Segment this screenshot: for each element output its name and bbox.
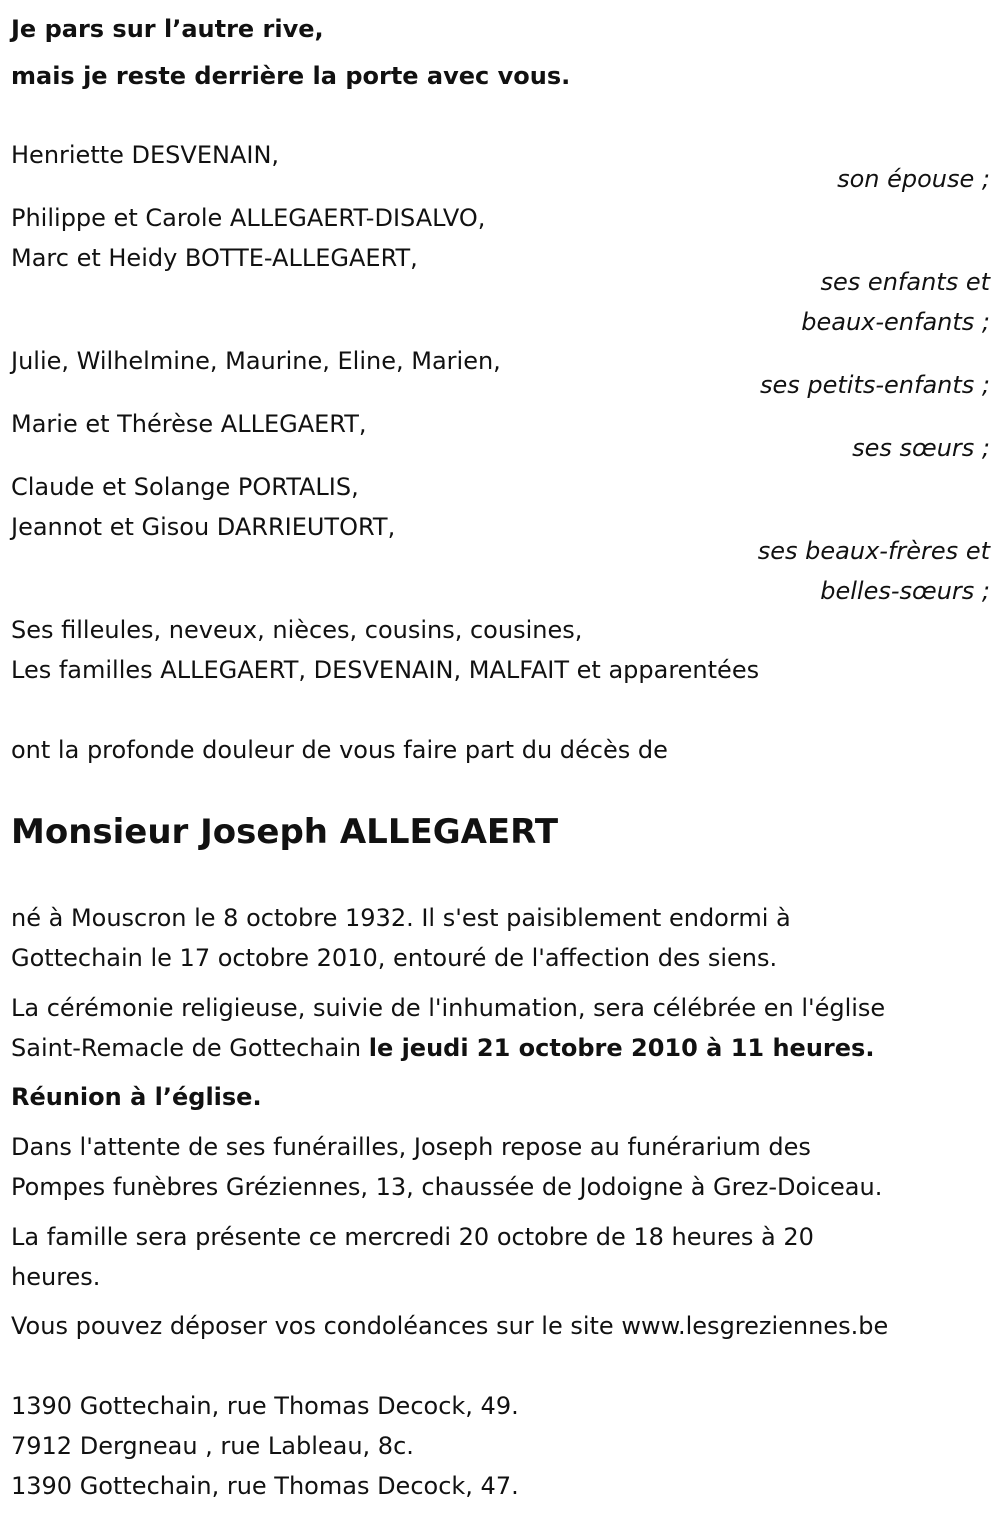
grandchildren-role: ses petits-enfants ; <box>759 371 990 399</box>
birth-death-line-1: né à Mouscron le 8 octobre 1932. Il s'est paisiblement endormi à <box>11 904 791 932</box>
in-laws-role-line-1: ses beaux-frères et <box>757 537 990 565</box>
family-presence-line-1: La famille sera présente ce mercredi 20 octobre de 18 heures à 20 <box>11 1223 814 1251</box>
ceremony-line-1: La cérémonie religieuse, suivie de l'inhumation, sera célébrée en l'église <box>11 994 886 1022</box>
address-2: 7912 Dergneau , rue Lableau, 8c. <box>11 1432 414 1460</box>
condolences-text: Vous pouvez déposer vos condoléances sur le site www.lesgreziennes.be <box>11 1312 889 1340</box>
family-presence-line-2: heures. <box>11 1263 101 1291</box>
ceremony-date-time: le jeudi 21 octobre 2010 à 11 heures. <box>368 1034 875 1062</box>
deceased-name: Monsieur Joseph ALLEGAERT <box>11 812 559 852</box>
address-1: 1390 Gottechain, rue Thomas Decock, 49. <box>11 1392 519 1420</box>
other-relatives-line-2: Les familles ALLEGAERT, DESVENAIN, MALFAIT et apparentées <box>11 656 760 684</box>
in-law-couple-2: Jeannot et Gisou DARRIEUTORT, <box>11 513 396 541</box>
epigraph-line-1: Je pars sur l’autre rive, <box>11 15 324 43</box>
ceremony-place: Saint-Remacle de Gottechain <box>11 1034 369 1062</box>
announcement-text: ont la profonde douleur de vous faire part du décès de <box>11 736 668 764</box>
sisters-role: ses sœurs ; <box>852 434 990 462</box>
address-3: 1390 Gottechain, rue Thomas Decock, 47. <box>11 1472 519 1500</box>
children-role-line-2: beaux-enfants ; <box>801 308 990 336</box>
epigraph-line-2: mais je reste derrière la porte avec vous. <box>11 62 571 90</box>
funeral-home-line-2: Pompes funèbres Gréziennes, 13, chaussée de Jodoigne à Grez-Doiceau. <box>11 1173 883 1201</box>
birth-death-line-2: Gottechain le 17 octobre 2010, entouré de l'affection des siens. <box>11 944 778 972</box>
other-relatives-line-1: Ses filleules, neveux, nièces, cousins, cousines, <box>11 616 583 644</box>
spouse-name: Henriette DESVENAIN, <box>11 141 280 169</box>
funeral-home-line-1: Dans l'attente de ses funérailles, Joseph repose au funérarium des <box>11 1133 811 1161</box>
in-laws-role-line-2: belles-sœurs ; <box>820 577 990 605</box>
children-role-line-1: ses enfants et <box>820 268 990 296</box>
child-couple-1: Philippe et Carole ALLEGAERT-DISALVO, <box>11 204 486 232</box>
ceremony-line-2 <box>11 1033 874 1063</box>
sisters-names: Marie et Thérèse ALLEGAERT, <box>11 410 367 438</box>
meeting-note: Réunion à l’église. <box>11 1083 262 1111</box>
child-couple-2: Marc et Heidy BOTTE-ALLEGAERT, <box>11 244 418 272</box>
spouse-role: son épouse ; <box>837 165 990 193</box>
grandchildren-names: Julie, Wilhelmine, Maurine, Eline, Marien, <box>11 347 501 375</box>
in-law-couple-1: Claude et Solange PORTALIS, <box>11 473 359 501</box>
